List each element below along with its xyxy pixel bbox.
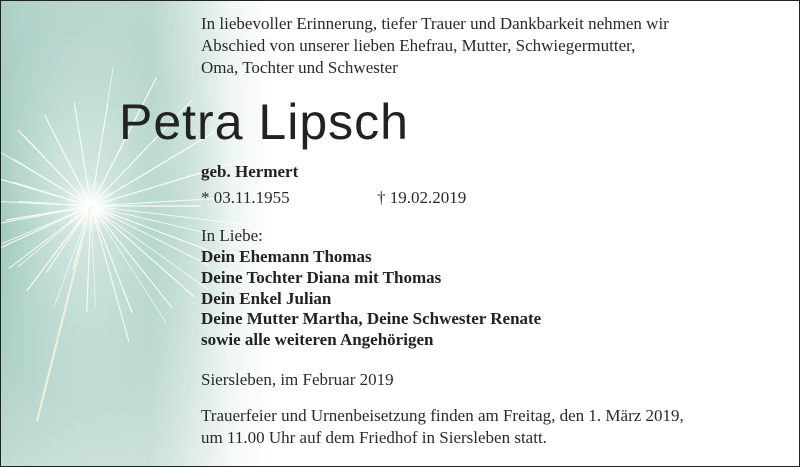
life-dates xyxy=(201,188,621,208)
greeting: In Liebe: xyxy=(201,226,263,245)
birth-date: * 03.11.1955 xyxy=(201,188,290,207)
intro-text xyxy=(201,13,669,79)
intro-line: In liebevoller Erinnerung, tiefer Trauer und Dankbarkeit nehmen wir xyxy=(201,14,669,33)
death-date: † 19.02.2019 xyxy=(377,188,467,207)
intro-line: Abschied von unserer lieben Ehefrau, Mutter, Schwiegermutter, xyxy=(201,36,636,55)
funeral-line: Trauerfeier und Urnenbeisetzung finden am Freitag, den 1. März 2019, xyxy=(201,406,684,425)
mourner: Deine Tochter Diana mit Thomas xyxy=(201,267,442,287)
mourner: Dein Ehemann Thomas xyxy=(201,247,372,266)
deceased-name: Petra Lipsch xyxy=(119,94,409,150)
mourner: sowie alle weiteren Angehörigen xyxy=(201,330,434,350)
mourner: Dein Enkel Julian xyxy=(201,288,332,308)
place-and-date: Siersleben, im Februar 2019 xyxy=(201,370,394,389)
mourner: Deine Mutter Martha, Deine Schwester Renate xyxy=(201,309,542,329)
birth-name: geb. Hermert xyxy=(201,162,299,181)
intro-line: Oma, Tochter und Schwester xyxy=(201,58,398,77)
mourners-list xyxy=(201,247,541,351)
funeral-line: um 11.00 Uhr auf dem Friedhof in Siersleben statt. xyxy=(201,428,547,447)
funeral-info xyxy=(201,405,684,449)
